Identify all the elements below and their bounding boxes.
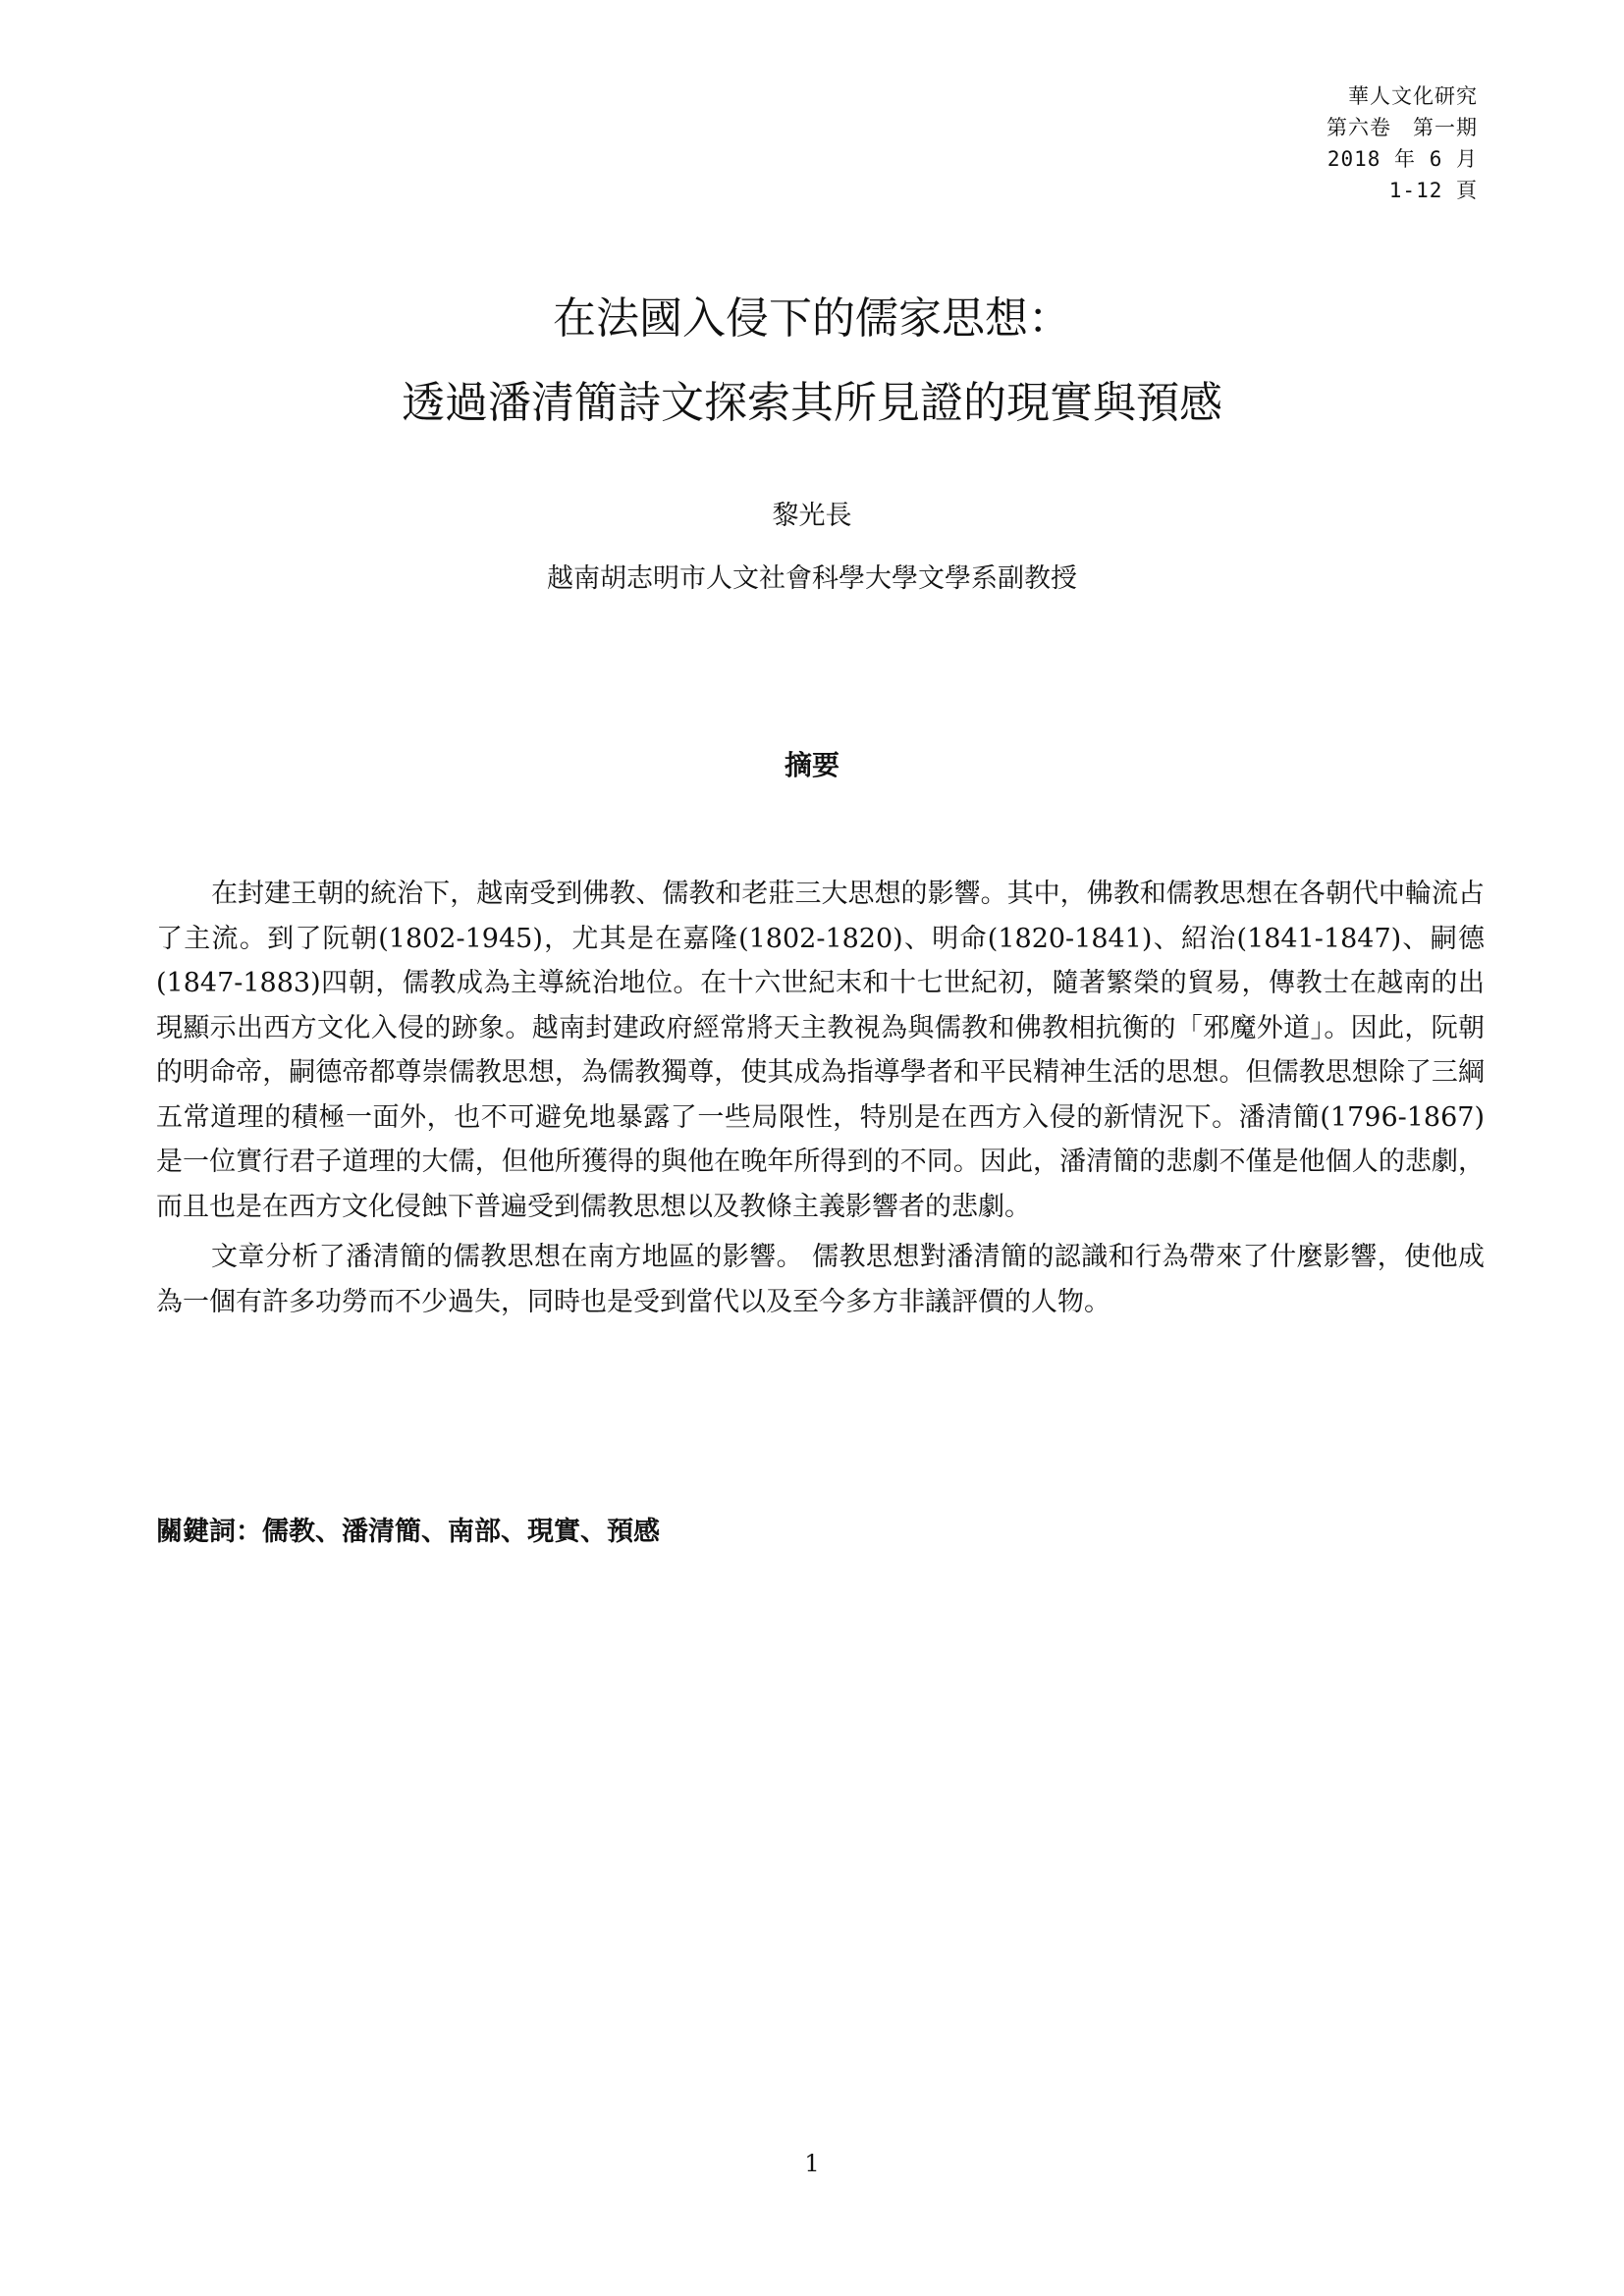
volume-issue: 第六卷 第一期 [1326,116,1478,139]
abstract-paragraph: 在封建王朝的統治下，越南受到佛教、儒教和老莊三大思想的影響。其中，佛教和儒教思想在各朝代中輪流占了主流。到了阮朝(1802-1945)，尤其是在嘉隆(1802-1820)、明命(1820-1841)、紹治(1841-1847)、嗣德(1847-1883)四朝，儒教成為主導統治地位。在十六世紀末和十七世紀初，隨著繁榮的貿易，傳教士在越南的出現顯示出西方文化入侵的跡象。越南封建政府經常將天主教視為與儒教和佛教相抗衡的「邪魔外道」。因此，阮朝的明命帝，嗣德帝都尊崇儒教思想，為儒教獨尊，使其成為指導學者和平民精神生活的思想。但儒教思想除了三綱五常道理的積極一面外，也不可避免地暴露了一些局限性，特別是在西方入侵的新情況下。潘清簡(1796-1867)是一位實行君子道理的大儒，但他所獲得的與他在晚年所得到的不同。因此，潘清簡的悲劇不僅是他個人的悲劇，而且也是在西方文化侵蝕下普遍受到儒教思想以及教條主義影響者的悲劇。 [156,879,1485,1222]
author-name: 黎光長 [772,501,852,531]
abstract-heading: 摘要 [784,749,839,781]
title-line-2: 透過潘清簡詩文探索其所見證的現實與預感 [402,378,1222,428]
title-line-1: 在法國入侵下的儒家思想： [553,294,1071,344]
journal-name: 華人文化研究 [1348,84,1478,108]
abstract-body [156,872,1485,1330]
abstract-paragraph: 文章分析了潘清簡的儒教思想在南方地區的影響。 儒教思想對潘清簡的認識和行為帶來了什麼影響，使他成為一個有許多功勞而不少過失，同時也是受到當代以及至今多方非議評價的人物。 [156,1242,1485,1317]
keywords: 關鍵詞：儒教、潘清簡、南部、現實、預感 [156,1517,660,1547]
paper-title [0,277,1624,446]
page-range: 1-12 頁 [1388,179,1478,202]
page-number: 1 [804,2150,820,2177]
running-header [1164,80,1478,206]
author-affiliation: 越南胡志明市人文社會科學大學文學系副教授 [547,563,1077,594]
publication-date: 2018 年 6 月 [1326,147,1478,171]
